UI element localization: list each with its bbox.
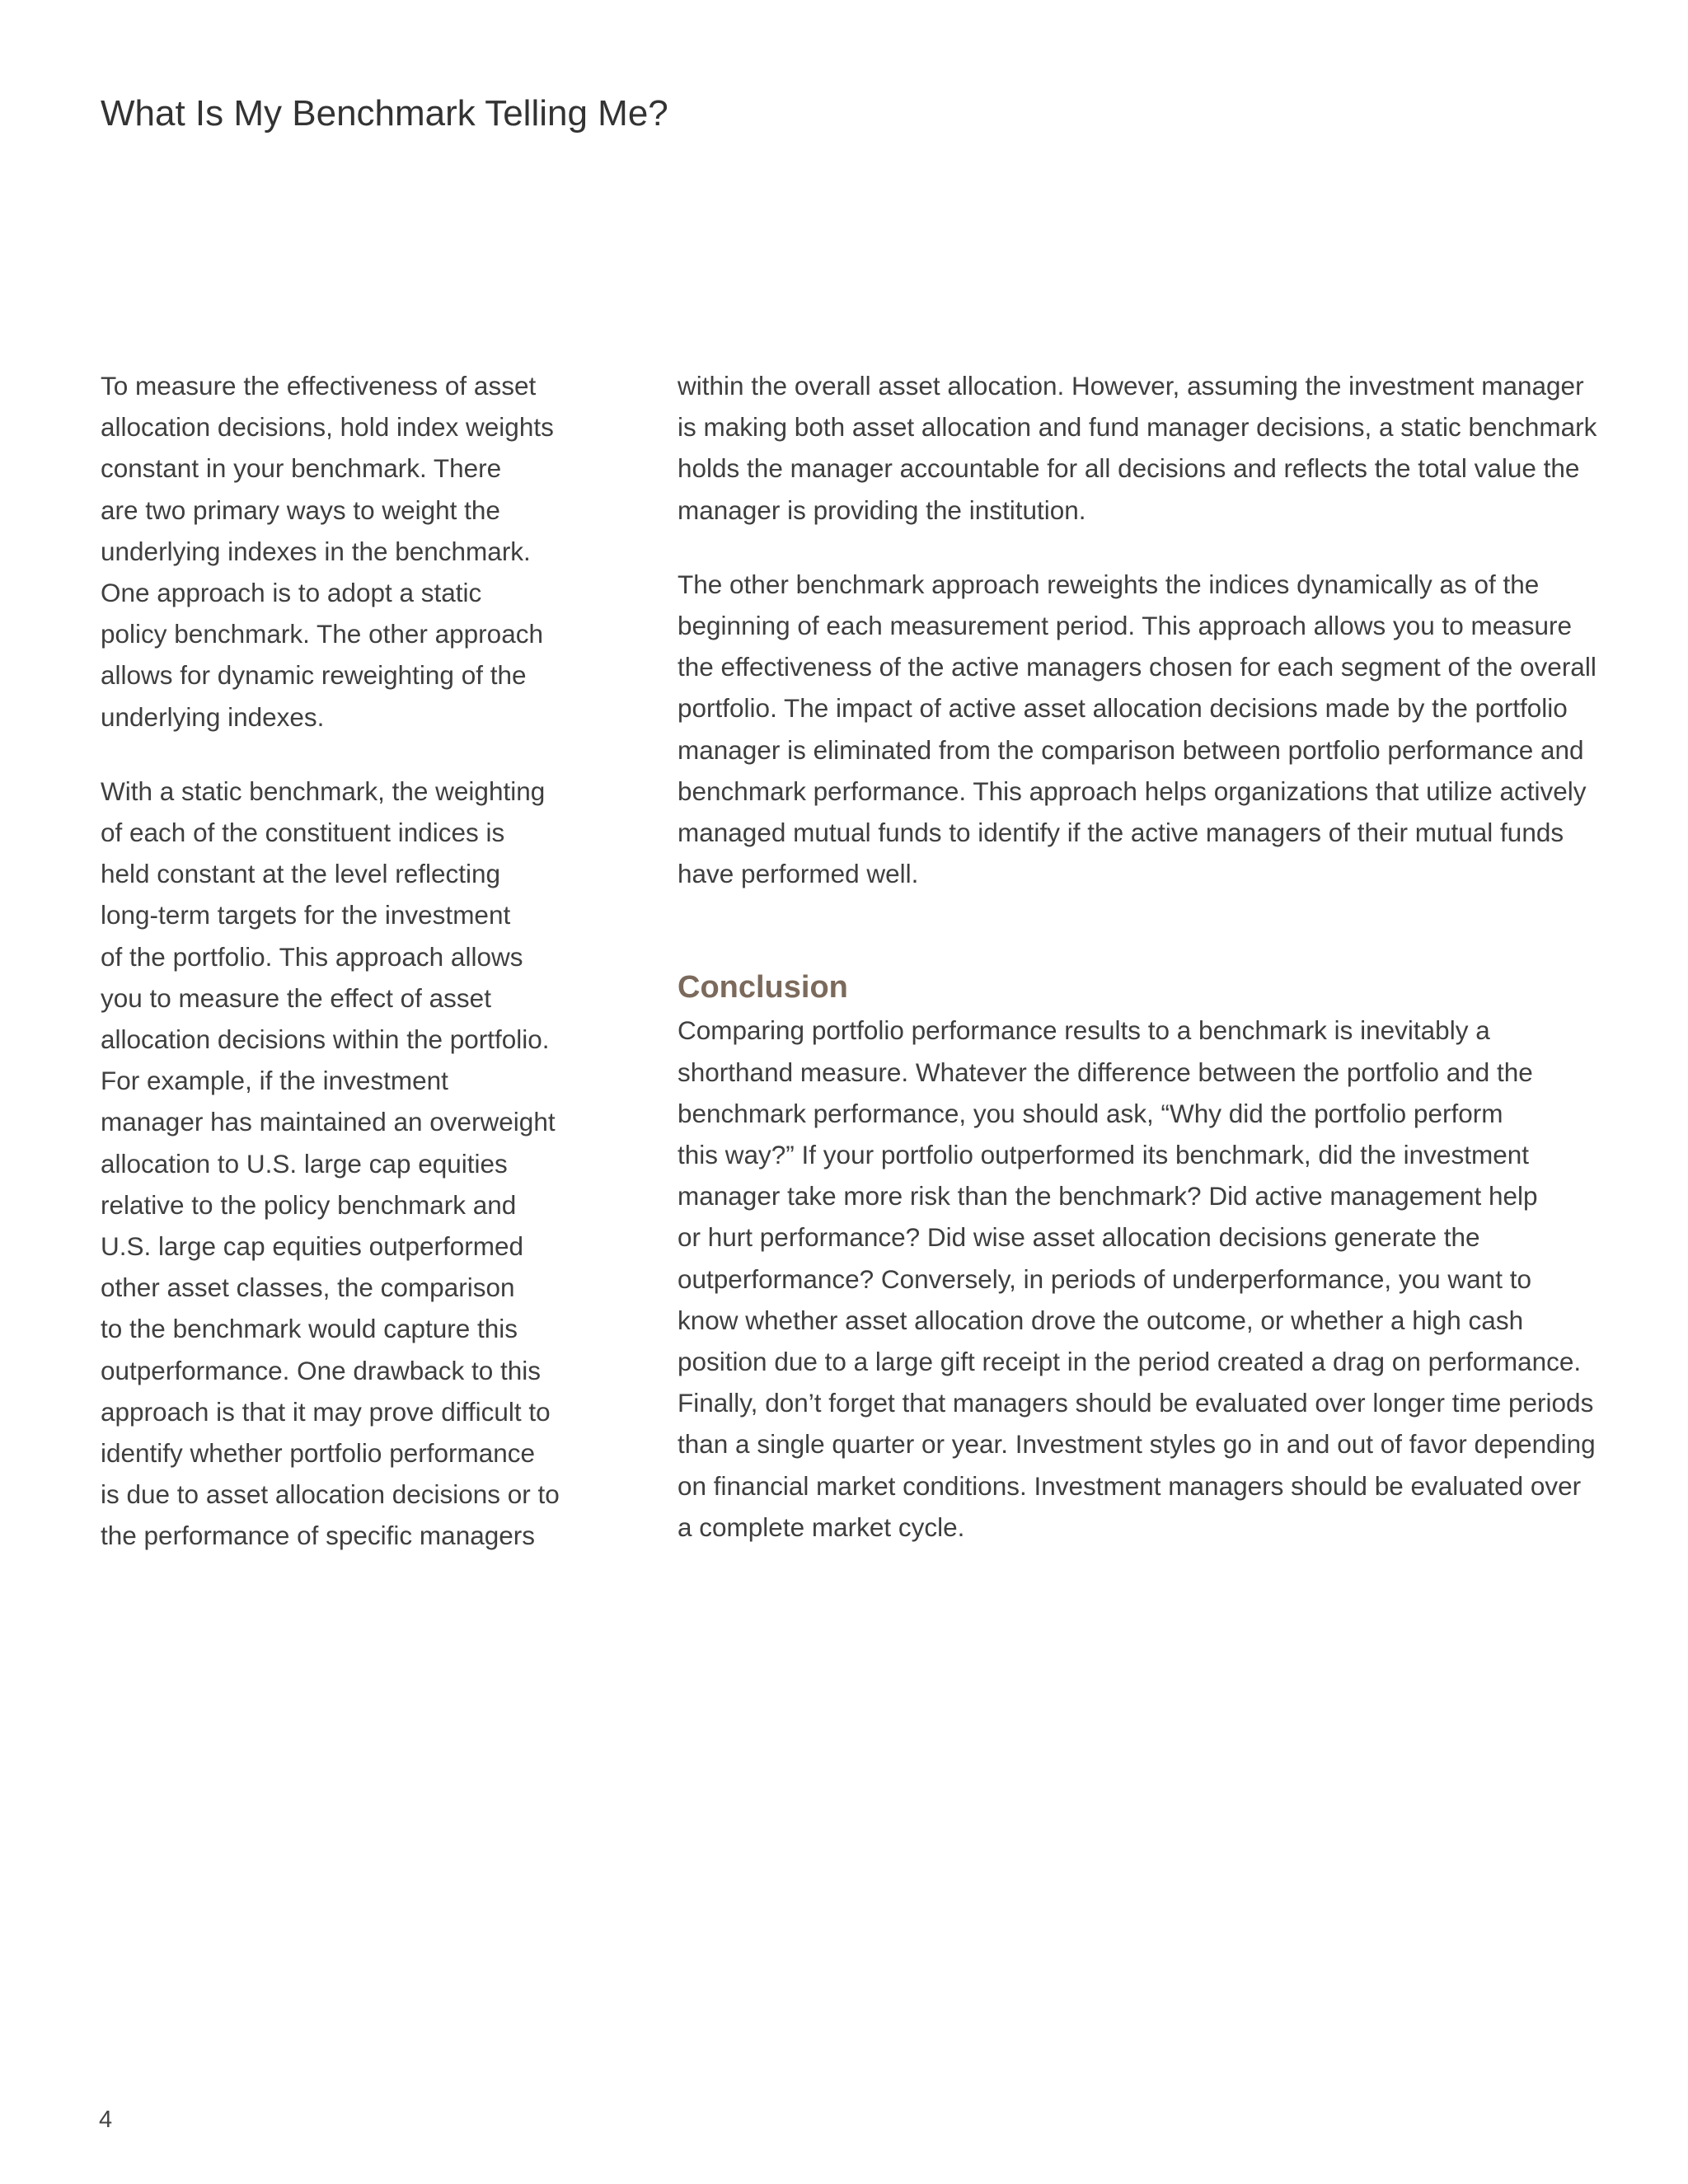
text-line: the performance of specific managers xyxy=(101,1521,536,1551)
text-line: With a static benchmark, the weighting xyxy=(101,776,546,806)
text-line: To measure the effectiveness of asset xyxy=(101,371,537,401)
text-line: this way?” If your portfolio outperformed its benchmark, did the investment xyxy=(678,1140,1529,1170)
text-line: or hurt performance? Did wise asset allocation decisions generate the xyxy=(678,1222,1480,1253)
text-line: position due to a large gift receipt in the period created a drag on performance. xyxy=(678,1347,1582,1377)
text-line: policy benchmark. The other approach xyxy=(101,619,543,649)
text-line: you to measure the effect of asset xyxy=(101,982,491,1013)
right-column xyxy=(678,365,1601,1581)
left-column xyxy=(101,365,574,1590)
text-line: manager is eliminated from the comparison between portfolio performance and xyxy=(678,734,1584,765)
text-line: approach is that it may prove difficult to xyxy=(101,1396,551,1427)
text-line: Comparing portfolio performance results to a benchmark is inevitably a xyxy=(678,1015,1490,1046)
text-line: identify whether portfolio performance xyxy=(101,1438,536,1469)
text-line: One approach is to adopt a static xyxy=(101,578,482,608)
text-line: than a single quarter or year. Investment styles go in and out of favor depending xyxy=(678,1429,1596,1460)
text-line: underlying indexes. xyxy=(101,701,325,732)
text-line: beginning of each measurement period. This approach allows you to measure xyxy=(678,611,1573,641)
text-line: portfolio. The impact of active asset allocation decisions made by the portfolio xyxy=(678,693,1568,724)
text-line: managed mutual funds to identify if the active managers of their mutual funds xyxy=(678,818,1564,848)
text-line: the effectiveness of the active managers chosen for each segment of the overall xyxy=(678,652,1597,682)
text-line: outperformance? Conversely, in periods of underperformance, you want to xyxy=(678,1263,1531,1294)
right-paragraph-2 xyxy=(678,564,1601,895)
text-line: For example, if the investment xyxy=(101,1066,448,1096)
text-line: of each of the constituent indices is xyxy=(101,818,505,848)
text-line: relative to the policy benchmark and xyxy=(101,1189,517,1220)
text-line: to the benchmark would capture this xyxy=(101,1314,518,1344)
text-line: a complete market cycle. xyxy=(678,1511,965,1542)
text-line: are two primary ways to weight the xyxy=(101,494,500,525)
text-line: have performed well. xyxy=(678,859,919,889)
conclusion-paragraph xyxy=(678,1010,1601,1548)
text-line: The other benchmark approach reweights the indices dynamically as of the xyxy=(678,569,1540,599)
text-line: long-term targets for the investment xyxy=(101,900,511,930)
page-title: What Is My Benchmark Telling Me? xyxy=(101,93,668,134)
text-line: other asset classes, the comparison xyxy=(101,1272,515,1303)
text-line: holds the manager accountable for all decisions and reflects the total value the xyxy=(678,453,1580,484)
right-paragraph-1 xyxy=(678,365,1601,531)
text-line: U.S. large cap equities outperformed xyxy=(101,1231,524,1262)
text-line: held constant at the level reflecting xyxy=(101,859,501,889)
page-number: 4 xyxy=(99,2107,113,2133)
text-line: on financial market conditions. Investment managers should be evaluated over xyxy=(678,1470,1582,1501)
text-line: allocation decisions, hold index weights xyxy=(101,412,554,443)
text-line: know whether asset allocation drove the outcome, or whether a high cash xyxy=(678,1305,1524,1335)
text-line: within the overall asset allocation. However, assuming the investment manager xyxy=(678,371,1584,401)
text-line: shorthand measure. Whatever the difference between the portfolio and the xyxy=(678,1057,1533,1087)
text-line: is due to asset allocation decisions or to xyxy=(101,1479,560,1510)
text-line: constant in your benchmark. There xyxy=(101,453,502,484)
text-line: Finally, don’t forget that managers should be evaluated over longer time periods xyxy=(678,1388,1594,1418)
text-line: outperformance. One drawback to this xyxy=(101,1355,542,1385)
text-line: underlying indexes in the benchmark. xyxy=(101,536,531,566)
text-line: manager take more risk than the benchmark? Did active management help xyxy=(678,1181,1538,1212)
text-line: benchmark performance. This approach helps organizations that utilize actively xyxy=(678,776,1587,806)
text-line: allows for dynamic reweighting of the xyxy=(101,660,527,691)
text-line: manager is providing the institution. xyxy=(678,494,1086,525)
conclusion-heading: Conclusion xyxy=(678,970,848,1005)
text-line: allocation decisions within the portfolio. xyxy=(101,1024,550,1055)
text-line: benchmark performance, you should ask, “Why did the portfolio perform xyxy=(678,1098,1503,1128)
text-line: of the portfolio. This approach allows xyxy=(101,941,523,972)
text-line: is making both asset allocation and fund manager decisions, a static benchmark xyxy=(678,412,1597,443)
left-paragraph-1 xyxy=(101,365,574,738)
left-paragraph-2 xyxy=(101,771,574,1557)
text-line: allocation to U.S. large cap equities xyxy=(101,1148,508,1179)
text-line: manager has maintained an overweight xyxy=(101,1107,556,1137)
